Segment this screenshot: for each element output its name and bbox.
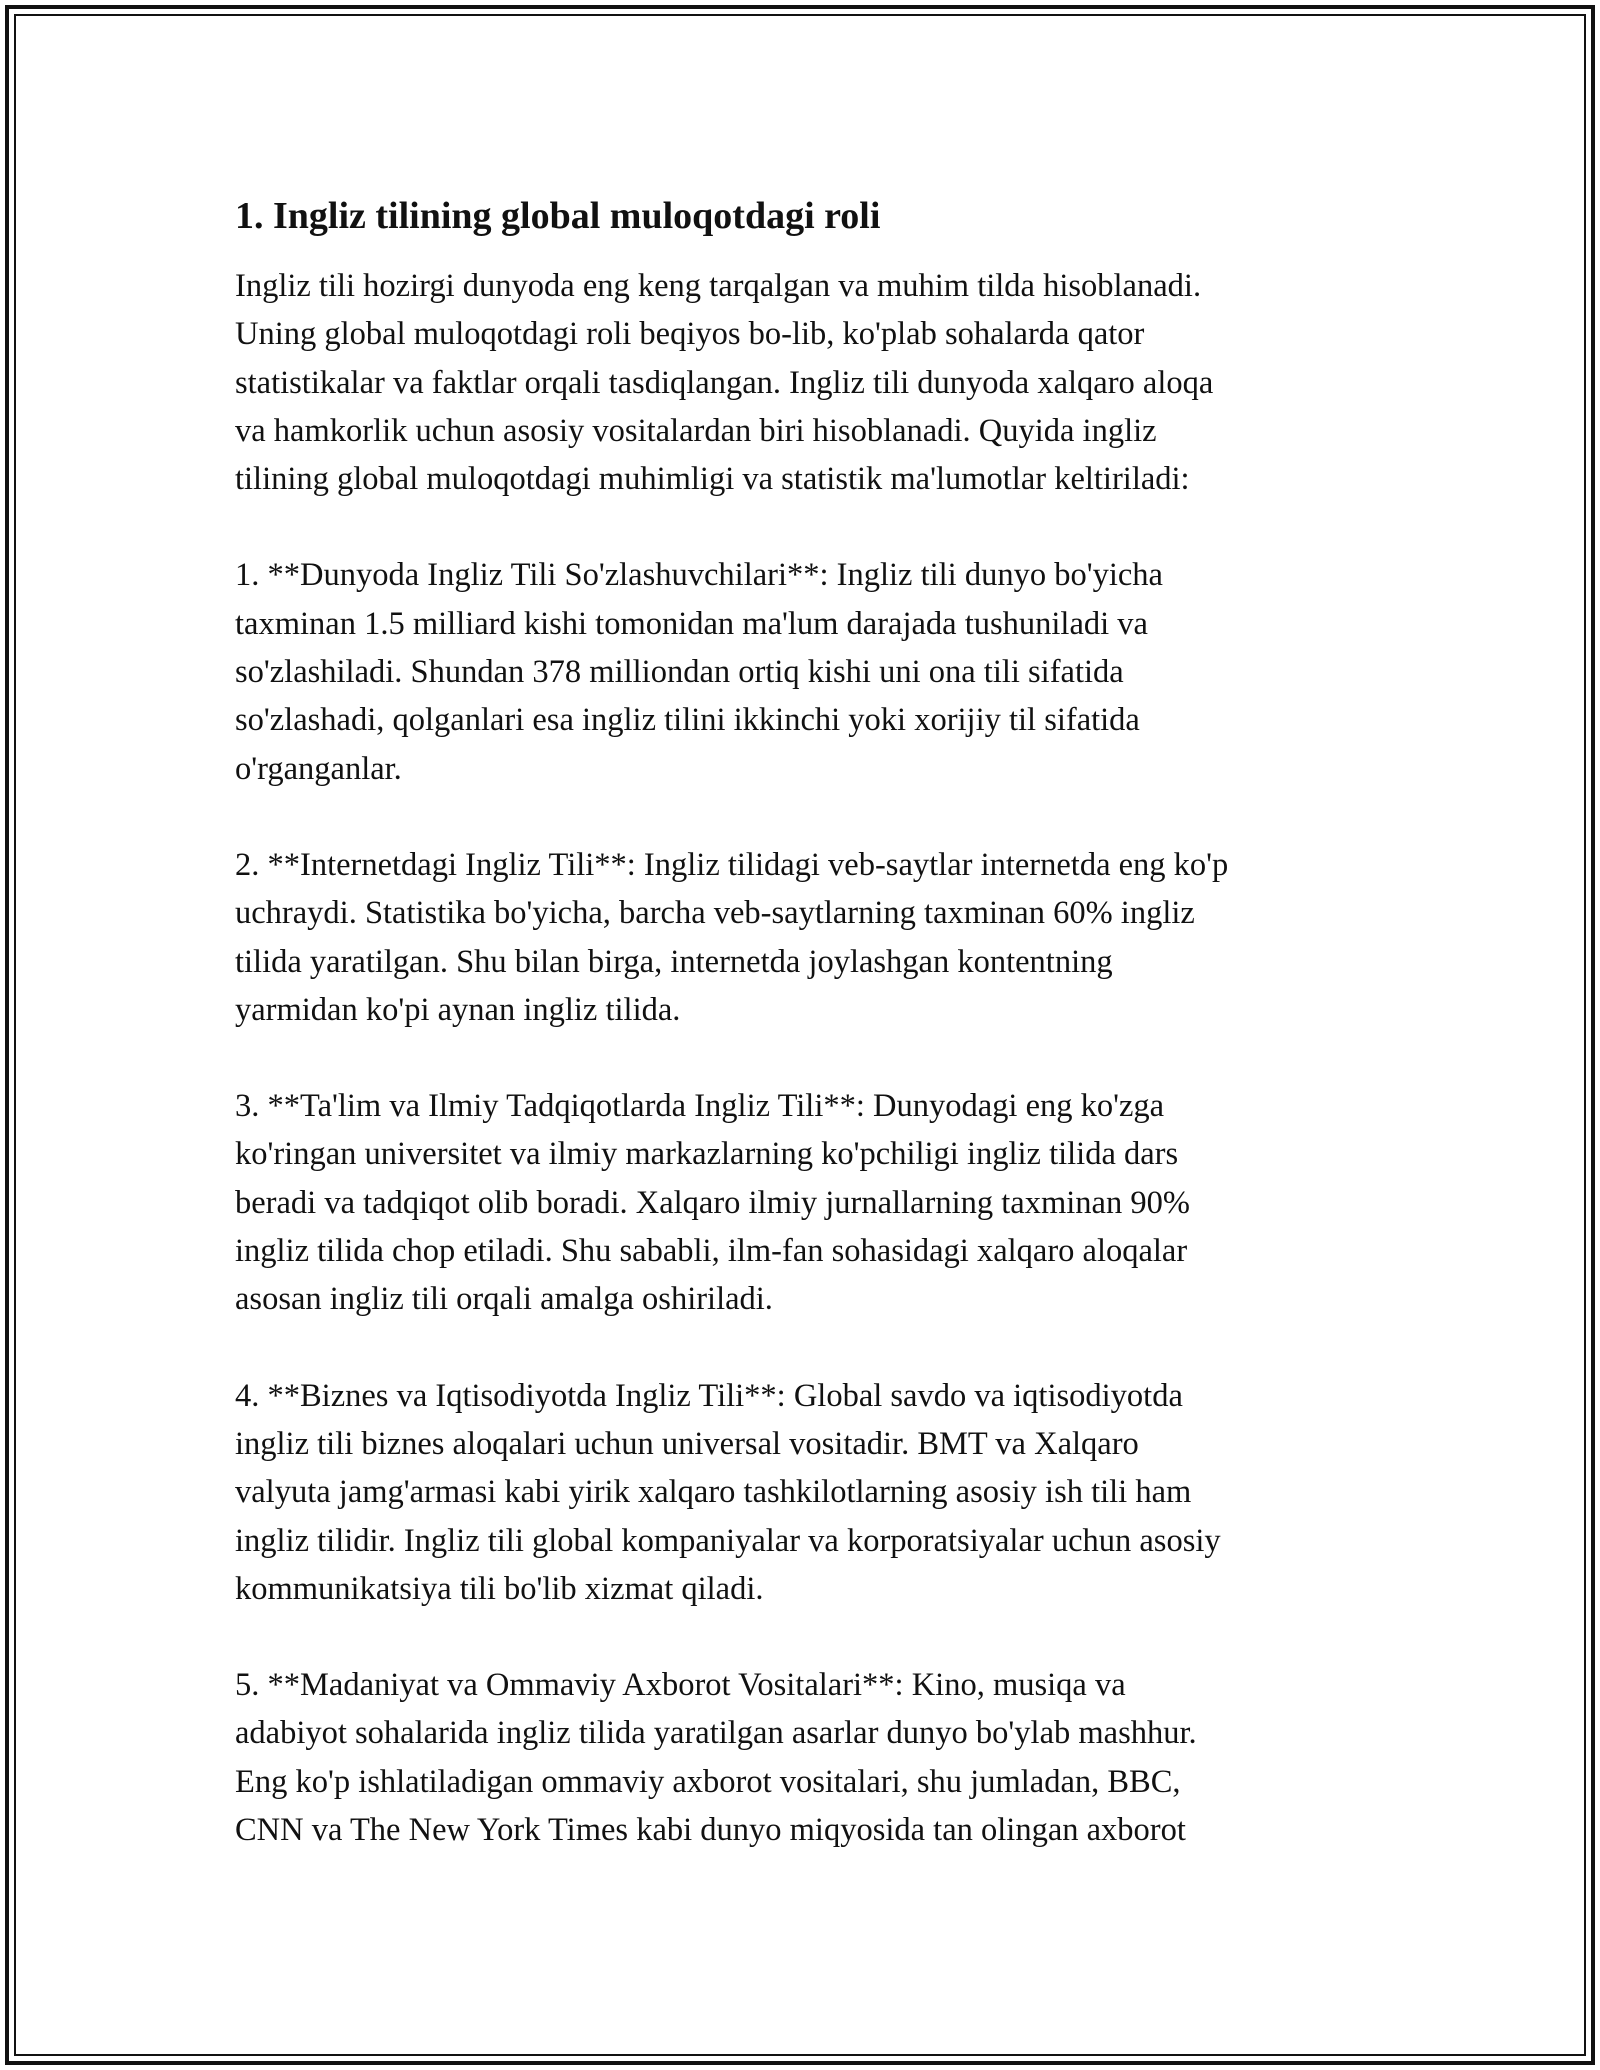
document-body — [235, 190, 1385, 1854]
paragraph-culture: 5. **Madaniyat va Ommaviy Axborot Vositalari**: Kino, musiqa va adabiyot sohalarida ingliz tilida yaratilgan asarlar dunyo bo'ylab mashhur. Eng ko'p ishlatiladigan ommaviy axborot vositalari, shu jumladan, BBC, CNN va The New York Times kabi dunyo miqyosida tan olingan axborot — [235, 1667, 1197, 1849]
paragraph-business: 4. **Biznes va Iqtisodiyotda Ingliz Tili**: Global savdo va iqtisodiyotda ingliz tili biznes aloqalari uchun universal vositadir. BMT va Xalqaro valyuta jamg'armasi kabi yirik xalqaro tashkilotlarning asosiy ish tili ham ingliz tilidir. Ingliz tili global kompaniyalar va korporatsiyalar uchun asosiy kommunikatsiya tili bo'lib xizmat qiladi. — [235, 1377, 1221, 1607]
paragraph-education: 3. **Ta'lim va Ilmiy Tadqiqotlarda Ingliz Tili**: Dunyodagi eng ko'zga ko'ringan universitet va ilmiy markazlarning ko'pchiligi ingliz tilida dars beradi va tadqiqot olib boradi. Xalqaro ilmiy jurnallarning taxminan 90% ingliz tilida chop etiladi. Shu sababli, ilm-fan sohasidagi xalqaro aloqalar asosan ingliz tili orqali amalga oshiriladi. — [235, 1088, 1190, 1318]
paragraph-speakers: 1. **Dunyoda Ingliz Tili So'zlashuvchilari**: Ingliz tili dunyo bo'yicha taxminan 1.5 milliard kishi tomonidan ma'lum darajada tushuniladi va so'zlashiladi. Shundan 378 milliondan ortiq kishi uni ona tili sifatida so'zlashadi, qolganlari esa ingliz tilini ikkinchi yoki xorijiy til sifatida o'rganganlar. — [235, 557, 1163, 787]
paragraph-internet: 2. **Internetdagi Ingliz Tili**: Ingliz tilidagi veb-saytlar internetda eng ko'p uchraydi. Statistika bo'yicha, barcha veb-saytlarning taxminan 60% ingliz tilida yaratilgan. Shu bilan birga, internetda joylashgan kontentning yarmidan ko'pi aynan ingliz tilida. — [235, 846, 1229, 1028]
intro-paragraph: Ingliz tili hozirgi dunyoda eng keng tarqalgan va muhim tilda hisoblanadi. Uning global muloqotdagi roli beqiyos bo-lib, ko'plab sohalarda qator statistikalar va faktlar orqali tasdiqlangan. Ingliz tili dunyoda xalqaro aloqa va hamkorlik uchun asosiy vositalardan biri hisoblanadi. Quyida ingliz tilining global muloqotdagi muhimligi va statistik ma'lumotlar keltiriladi: — [235, 268, 1214, 498]
document-title: 1. Ingliz tilining global muloqotdagi roli — [235, 195, 881, 237]
